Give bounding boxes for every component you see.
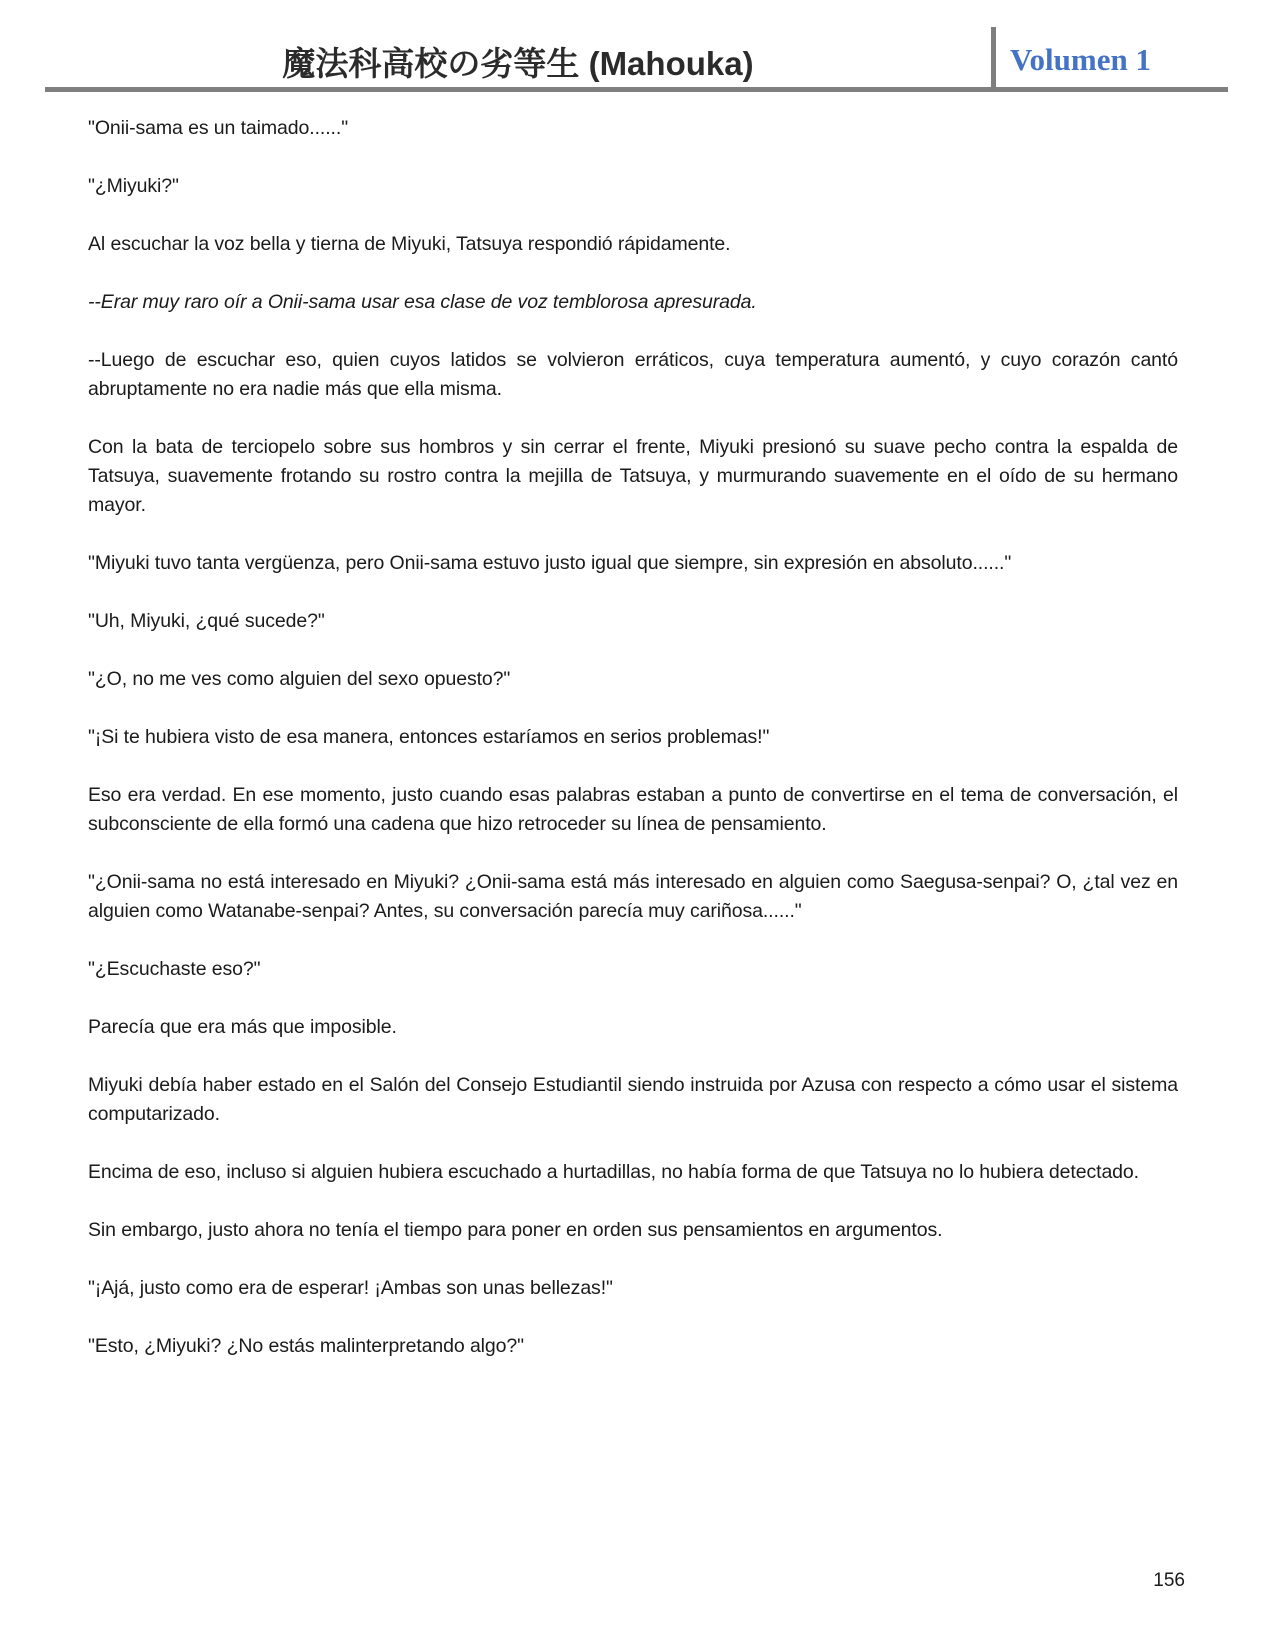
paragraph: Al escuchar la voz bella y tierna de Miyuki, Tatsuya respondió rápidamente.: [88, 233, 731, 255]
header-volume-cell: [996, 44, 1228, 87]
paragraph: "¿Onii-sama no está interesado en Miyuki? ¿Onii-sama está más interesado en alguien como Saegusa-senpai? O, ¿tal vez en alguien como Watanabe-senpai? Antes, su conversación parecía muy cariñosa......": [88, 871, 1178, 922]
paragraph: Sin embargo, justo ahora no tenía el tiempo para poner en orden sus pensamientos en argumentos.: [88, 1219, 943, 1241]
paragraph: "Esto, ¿Miyuki? ¿No estás malinterpretando algo?": [88, 1335, 524, 1357]
paragraph: Miyuki debía haber estado en el Salón del Consejo Estudiantil siendo instruida por Azusa con respecto a cómo usar el sistema computarizado.: [88, 1074, 1178, 1125]
paragraph: "¡Ajá, justo como era de esperar! ¡Ambas son unas bellezas!": [88, 1277, 613, 1299]
paragraph: --Luego de escuchar eso, quien cuyos latidos se volvieron erráticos, cuya temperatura aumentó, y cuyo corazón cantó abruptamente no era nadie más que ella misma.: [88, 349, 1178, 400]
paragraph-italic: --Erar muy raro oír a Onii-sama usar esa clase de voz temblorosa apresurada.: [88, 291, 757, 313]
page-footer: [1153, 1570, 1185, 1592]
paragraph: Parecía que era más que imposible.: [88, 1016, 397, 1038]
paragraph: "Miyuki tuvo tanta vergüenza, pero Onii-sama estuvo justo igual que siempre, sin expresión en absoluto......": [88, 552, 1012, 574]
paragraph: Eso era verdad. En ese momento, justo cuando esas palabras estaban a punto de convertirse en el tema de conversación, el subconsciente de ella formó una cadena que hizo retroceder su línea de pensamiento.: [88, 784, 1178, 835]
page-header: [45, 0, 1228, 87]
paragraph: "¿Miyuki?": [88, 175, 179, 197]
document-title: 魔法科高校の劣等生 (Mahouka): [282, 45, 754, 83]
paragraph: Con la bata de terciopelo sobre sus hombros y sin cerrar el frente, Miyuki presionó su suave pecho contra la espalda de Tatsuya, suavemente frotando su rostro contra la mejilla de Tatsuya, y murmurando suavemente en el oído de su hermano mayor.: [88, 436, 1178, 516]
paragraph: "Uh, Miyuki, ¿qué sucede?": [88, 610, 325, 632]
paragraph: "¿O, no me ves como alguien del sexo opuesto?": [88, 668, 511, 690]
page-number: 156: [1153, 1570, 1185, 1591]
paragraph: Encima de eso, incluso si alguien hubiera escuchado a hurtadillas, no había forma de que Tatsuya no lo hubiera detectado.: [88, 1161, 1139, 1183]
page-content: [88, 114, 1178, 1390]
volume-label: Volumen 1: [1010, 42, 1151, 77]
header-title-cell: [45, 45, 991, 87]
paragraph: "¿Escuchaste eso?": [88, 958, 261, 980]
paragraph: "Onii-sama es un taimado......": [88, 117, 349, 139]
header-rule: [45, 87, 1228, 92]
paragraph: "¡Si te hubiera visto de esa manera, entonces estaríamos en serios problemas!": [88, 726, 770, 748]
